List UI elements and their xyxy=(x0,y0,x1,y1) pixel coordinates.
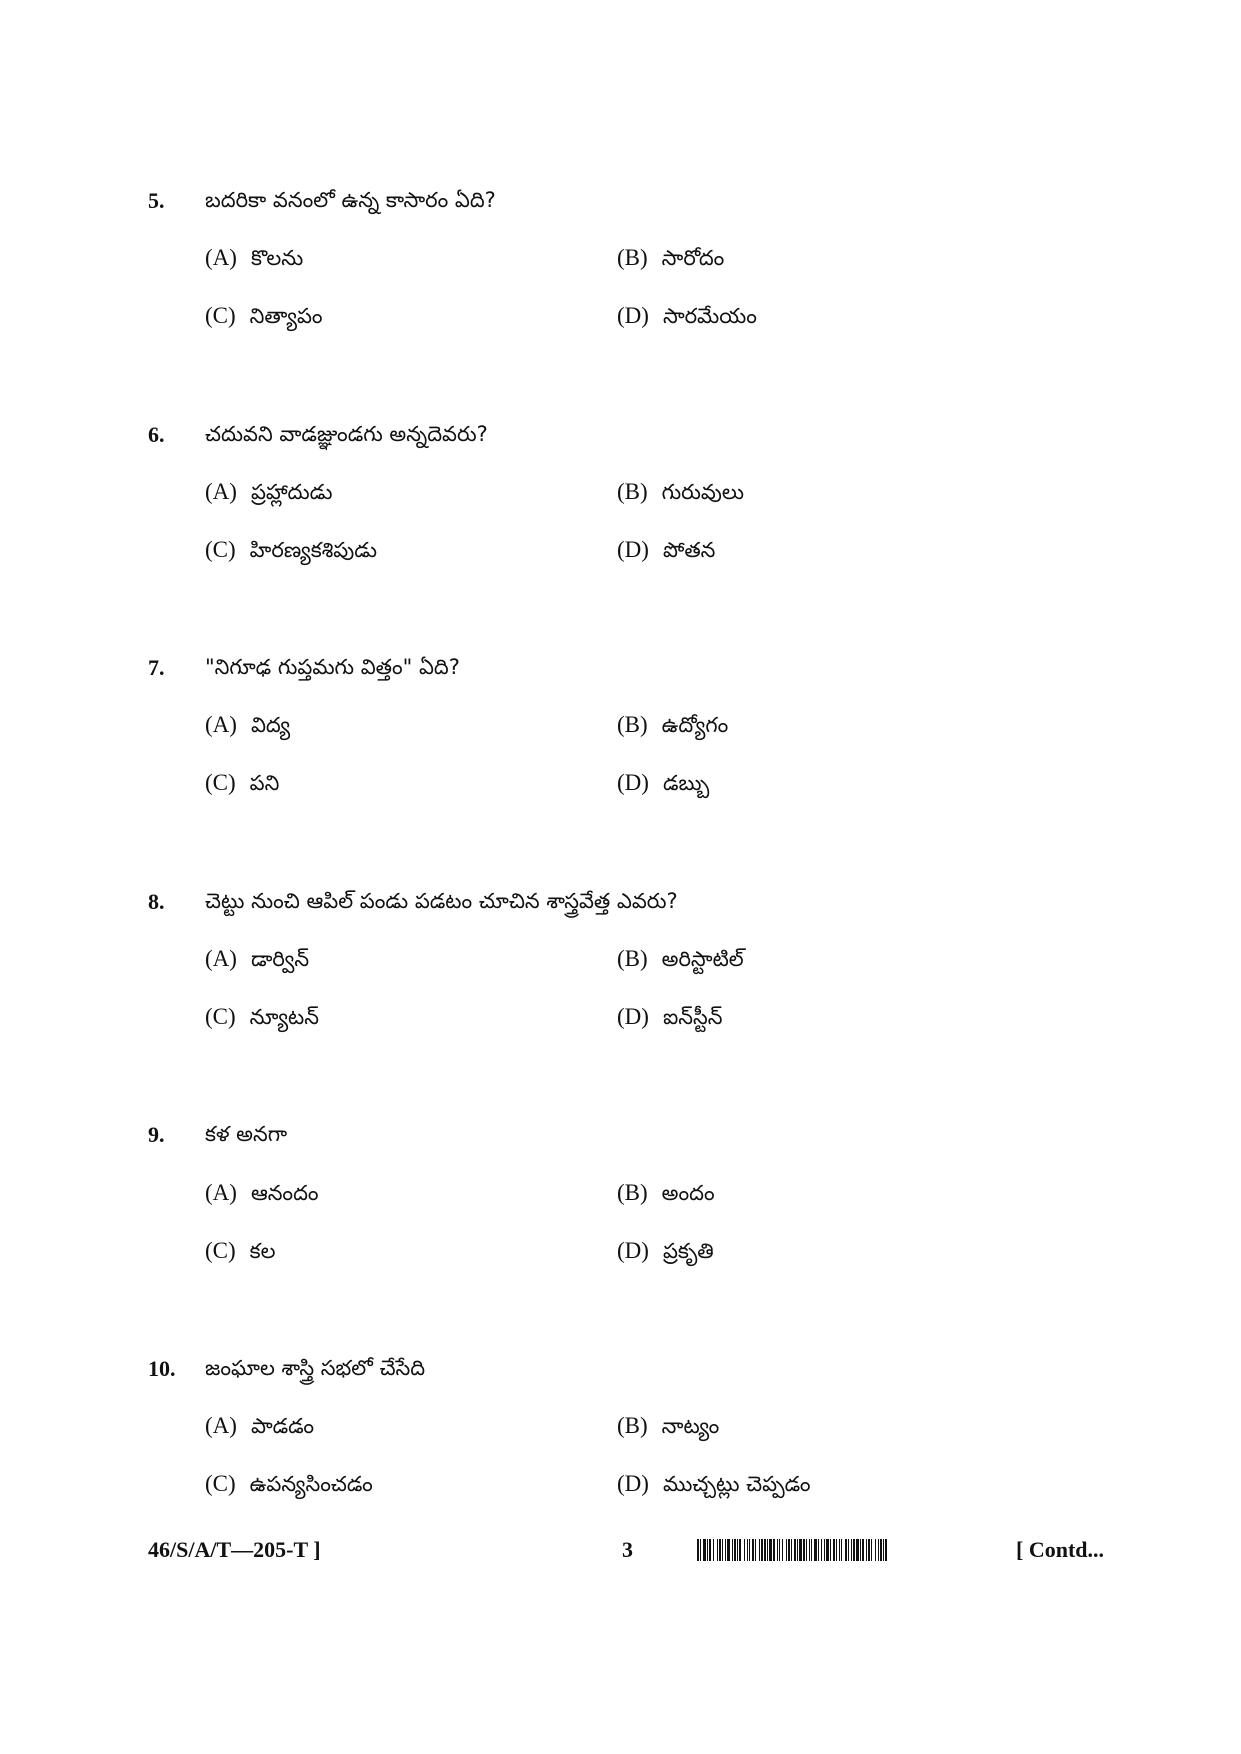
option-text: హిరణ్యకశిపుడు xyxy=(249,538,378,562)
question-number: 9. xyxy=(148,1122,165,1147)
option-label: (B) xyxy=(617,245,648,270)
option-d xyxy=(617,1238,714,1269)
option-text: ఆనందం xyxy=(250,1181,319,1205)
option-text: పని xyxy=(249,771,280,795)
option-label: (C) xyxy=(205,303,236,328)
question-text: "నిగూఢ గుప్తమగు విత్తం" ఏది? xyxy=(205,655,460,679)
option-c xyxy=(205,1004,319,1035)
option-text: ఉద్యోగం xyxy=(661,713,729,737)
question-number: 8. xyxy=(148,889,165,914)
option-text: కొలను xyxy=(250,246,304,270)
question-number: 7. xyxy=(148,655,165,680)
option-text: ఐన్‌స్టీన్ xyxy=(662,1005,723,1029)
option-label: (D) xyxy=(617,1004,649,1029)
option-a xyxy=(205,245,303,276)
option-a xyxy=(205,1180,319,1211)
option-text: విద్య xyxy=(250,713,291,737)
question-text: చెట్టు నుంచి ఆపిల్ పండు పడటం చూచిన శాస్త్రవేత్త ఎవరు? xyxy=(205,889,678,913)
option-text: కల xyxy=(249,1239,276,1263)
question-number: 10. xyxy=(148,1356,176,1381)
question-text: జంఘాల శాస్త్రి సభలో చేసేది xyxy=(205,1356,426,1380)
option-b xyxy=(617,712,728,743)
option-text: ఉపన్యసించడం xyxy=(249,1472,373,1496)
option-label: (B) xyxy=(617,712,648,737)
option-c xyxy=(205,770,279,801)
option-text: నిత్యాపం xyxy=(249,304,323,328)
option-label: (D) xyxy=(617,770,649,795)
option-d xyxy=(617,303,757,334)
option-text: న్యూటన్ xyxy=(249,1005,320,1029)
option-c xyxy=(205,1471,373,1502)
option-text: ముచ్చట్లు చెప్పడం xyxy=(662,1472,811,1496)
option-b xyxy=(617,1180,715,1211)
option-text: ప్రకృతి xyxy=(662,1239,714,1263)
question-text: బదరికా వనంలో ఉన్న కాసారం ఏది? xyxy=(205,188,496,212)
page-footer xyxy=(0,1537,1241,1567)
question-text: కళ అనగా xyxy=(205,1122,288,1146)
option-text: పోతన xyxy=(662,538,716,562)
option-text: అందం xyxy=(661,1181,715,1205)
page-number: 3 xyxy=(622,1537,633,1562)
option-text: అరిస్టాటిల్ xyxy=(661,947,744,971)
option-b xyxy=(617,1413,719,1444)
option-label: (B) xyxy=(617,1180,648,1205)
option-text: డబ్బు xyxy=(662,771,710,795)
option-b xyxy=(617,245,724,276)
option-label: (A) xyxy=(205,946,237,971)
question-text: చదువని వాడజ్ఞుండగు అన్నదెవరు? xyxy=(205,422,488,446)
option-c xyxy=(205,537,377,568)
option-label: (D) xyxy=(617,537,649,562)
option-text: ప్రహ్లాదుడు xyxy=(250,480,333,504)
option-label: (B) xyxy=(617,946,648,971)
option-text: నాట్యం xyxy=(661,1414,720,1438)
continued-label: [ Contd... xyxy=(1016,1537,1105,1562)
option-d xyxy=(617,770,709,801)
option-label: (C) xyxy=(205,1238,236,1263)
option-label: (C) xyxy=(205,1471,236,1496)
option-a xyxy=(205,479,332,510)
option-text: డార్విన్ xyxy=(250,947,310,971)
option-text: గురువులు xyxy=(661,480,745,504)
option-label: (A) xyxy=(205,245,237,270)
option-label: (B) xyxy=(617,1413,648,1438)
barcode xyxy=(697,1539,1003,1561)
option-text: సారమేయం xyxy=(662,304,757,328)
option-label: (C) xyxy=(205,770,236,795)
option-label: (A) xyxy=(205,1413,237,1438)
option-a xyxy=(205,1413,314,1444)
option-label: (A) xyxy=(205,712,237,737)
option-label: (D) xyxy=(617,1238,649,1263)
option-label: (A) xyxy=(205,479,237,504)
option-b xyxy=(617,946,744,977)
option-b xyxy=(617,479,744,510)
option-d xyxy=(617,537,715,568)
option-text: పాడడం xyxy=(250,1414,315,1438)
paper-code: 46/S/A/T—205-T ] xyxy=(148,1537,321,1562)
option-d xyxy=(617,1004,722,1035)
option-label: (C) xyxy=(205,1004,236,1029)
option-a xyxy=(205,946,309,977)
question-number: 6. xyxy=(148,422,165,447)
option-label: (B) xyxy=(617,479,648,504)
option-c xyxy=(205,303,323,334)
option-label: (C) xyxy=(205,537,236,562)
option-label: (D) xyxy=(617,1471,649,1496)
option-d xyxy=(617,1471,811,1502)
question-number: 5. xyxy=(148,188,165,213)
option-text: సారోదం xyxy=(661,246,725,270)
option-label: (A) xyxy=(205,1180,237,1205)
option-label: (D) xyxy=(617,303,649,328)
option-c xyxy=(205,1238,276,1269)
barcode-bar xyxy=(887,1539,889,1561)
option-a xyxy=(205,712,290,743)
